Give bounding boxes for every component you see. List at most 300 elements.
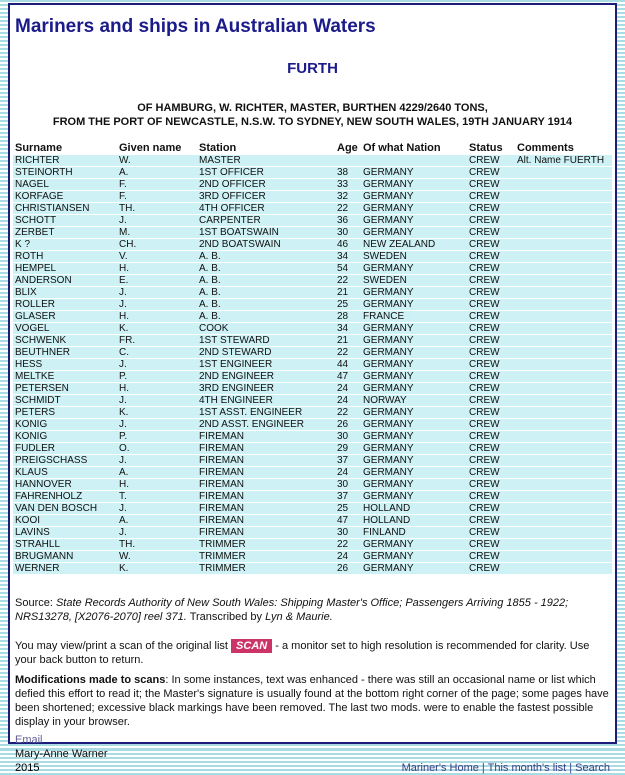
table-cell: CREW	[467, 203, 515, 214]
table-cell: 22	[335, 539, 361, 550]
table-cell	[515, 503, 612, 514]
table-cell: 30	[335, 431, 361, 442]
table-cell: FAHRENHOLZ	[13, 491, 117, 502]
table-cell	[515, 467, 612, 478]
table-cell	[515, 359, 612, 370]
table-cell: SWEDEN	[361, 275, 467, 286]
table-row	[13, 239, 612, 250]
table-cell: GERMANY	[361, 263, 467, 274]
table-cell: J.	[117, 299, 197, 310]
table-cell: MASTER	[197, 155, 335, 166]
column-header: Given name	[119, 142, 182, 154]
table-cell: O.	[117, 443, 197, 454]
table-cell: CREW	[467, 491, 515, 502]
table-cell: KORFAGE	[13, 191, 117, 202]
table-cell: 30	[335, 227, 361, 238]
voyage-line-2: FROM THE PORT OF NEWCASTLE, N.S.W. TO SYDNEY, NEW SOUTH WALES, 19TH JANUARY 1914	[52, 116, 573, 128]
table-cell: CREW	[467, 395, 515, 406]
source-citation-italic: State Records Authority of New South Wales: Shipping Master's Office; Passengers Arriving 1855 - 1922; NRS13278, [X2076-2070] reel 371.	[15, 597, 569, 623]
table-cell: ROLLER	[13, 299, 117, 310]
table-cell: GERMANY	[361, 563, 467, 574]
column-header: Comments	[517, 142, 574, 154]
table-cell: BRUGMANN	[13, 551, 117, 562]
table-cell: GERMANY	[361, 359, 467, 370]
table-cell	[515, 443, 612, 454]
table-cell: 24	[335, 467, 361, 478]
transcribed-prefix: Transcribed by	[186, 611, 266, 623]
table-cell: WERNER	[13, 563, 117, 574]
table-cell: FIREMAN	[197, 443, 335, 454]
table-cell: 24	[335, 395, 361, 406]
nav-link-this-month-s-list[interactable]: This month's list	[487, 762, 567, 774]
table-cell: GERMANY	[361, 443, 467, 454]
table-cell	[515, 563, 612, 574]
nav-link-search[interactable]: Search	[575, 762, 610, 774]
email-link[interactable]: Email	[15, 734, 43, 746]
table-row	[13, 347, 612, 358]
table-row	[13, 167, 612, 178]
table-cell: HANNOVER	[13, 479, 117, 490]
table-cell	[515, 299, 612, 310]
table-row	[13, 227, 612, 238]
table-cell: CREW	[467, 455, 515, 466]
table-cell: A. B.	[197, 251, 335, 262]
table-cell: 1ST ASST. ENGINEER	[197, 407, 335, 418]
table-row	[13, 251, 612, 262]
table-cell: TRIMMER	[197, 551, 335, 562]
table-cell: 30	[335, 479, 361, 490]
table-row	[13, 455, 612, 466]
table-cell: HOLLAND	[361, 515, 467, 526]
table-cell: F.	[117, 191, 197, 202]
table-cell: GERMANY	[361, 299, 467, 310]
table-cell: TRIMMER	[197, 563, 335, 574]
nav-separator: |	[478, 762, 488, 774]
table-cell: J.	[117, 287, 197, 298]
table-cell: VAN DEN BOSCH	[13, 503, 117, 514]
table-cell: STEINORTH	[13, 167, 117, 178]
table-cell: A. B.	[197, 311, 335, 322]
scan-text-before: You may view/print a scan of the original list	[15, 640, 232, 652]
bottom-row	[15, 761, 610, 775]
crew-table-header-row	[13, 142, 612, 154]
table-cell: H.	[117, 311, 197, 322]
table-cell: ROTH	[13, 251, 117, 262]
table-cell: 36	[335, 215, 361, 226]
table-cell: FIREMAN	[197, 431, 335, 442]
table-row	[13, 527, 612, 538]
table-cell: FIREMAN	[197, 455, 335, 466]
table-cell: 32	[335, 191, 361, 202]
table-cell: 21	[335, 335, 361, 346]
modifications-paragraph	[15, 673, 610, 729]
table-row	[13, 203, 612, 214]
table-cell: H.	[117, 383, 197, 394]
table-cell: CREW	[467, 263, 515, 274]
table-cell: GERMANY	[361, 467, 467, 478]
table-cell: FIREMAN	[197, 491, 335, 502]
table-cell: CREW	[467, 299, 515, 310]
table-cell: CREW	[467, 551, 515, 562]
table-cell: CREW	[467, 275, 515, 286]
table-cell: CREW	[467, 179, 515, 190]
table-row	[13, 383, 612, 394]
table-cell: GERMANY	[361, 491, 467, 502]
column-header: Station	[199, 142, 237, 154]
table-cell: 22	[335, 203, 361, 214]
table-cell: CREW	[467, 515, 515, 526]
table-cell: 30	[335, 527, 361, 538]
table-row	[13, 215, 612, 226]
table-cell: A.	[117, 167, 197, 178]
table-cell: J.	[117, 359, 197, 370]
table-cell: K.	[117, 323, 197, 334]
table-cell	[515, 383, 612, 394]
table-cell: RICHTER	[13, 155, 117, 166]
table-cell: KOOI	[13, 515, 117, 526]
table-cell: GERMANY	[361, 371, 467, 382]
table-cell: TH.	[117, 203, 197, 214]
table-cell: NAGEL	[13, 179, 117, 190]
table-cell: VOGEL	[13, 323, 117, 334]
table-cell: J.	[117, 527, 197, 538]
table-cell: 1ST ENGINEER	[197, 359, 335, 370]
table-cell	[515, 455, 612, 466]
table-cell: CREW	[467, 347, 515, 358]
table-cell	[515, 215, 612, 226]
table-cell: CREW	[467, 419, 515, 430]
table-cell: J.	[117, 395, 197, 406]
table-cell: CREW	[467, 335, 515, 346]
table-cell	[515, 419, 612, 430]
table-cell: P.	[117, 371, 197, 382]
table-cell: 22	[335, 347, 361, 358]
table-cell: CREW	[467, 431, 515, 442]
table-cell: J.	[117, 503, 197, 514]
column-header: Of what Nation	[363, 142, 441, 154]
table-cell: 1ST BOATSWAIN	[197, 227, 335, 238]
modifications-lead: Modifications made to scans	[15, 674, 166, 686]
table-cell: CH.	[117, 239, 197, 250]
table-cell: 37	[335, 455, 361, 466]
table-cell: 3RD OFFICER	[197, 191, 335, 202]
table-cell: CREW	[467, 287, 515, 298]
table-cell: T.	[117, 491, 197, 502]
table-cell: PETERSEN	[13, 383, 117, 394]
table-cell: 34	[335, 323, 361, 334]
table-row	[13, 503, 612, 514]
table-row	[13, 443, 612, 454]
table-cell: FIREMAN	[197, 515, 335, 526]
table-cell: KONIG	[13, 419, 117, 430]
table-cell: 29	[335, 443, 361, 454]
table-cell: 24	[335, 551, 361, 562]
scan-paragraph	[15, 639, 610, 667]
table-cell: MELTKE	[13, 371, 117, 382]
table-cell: CREW	[467, 227, 515, 238]
content-frame	[8, 3, 617, 774]
table-cell: FRANCE	[361, 311, 467, 322]
table-cell: V.	[117, 251, 197, 262]
table-row	[13, 395, 612, 406]
column-header: Status	[469, 142, 503, 154]
nav-separator: |	[566, 762, 576, 774]
table-cell: 47	[335, 515, 361, 526]
page-title: Mariners and ships in Australian Waters	[15, 16, 376, 37]
table-cell: KONIG	[13, 431, 117, 442]
table-cell	[515, 191, 612, 202]
table-cell	[515, 323, 612, 334]
table-cell: GERMANY	[361, 323, 467, 334]
table-cell: K ?	[13, 239, 117, 250]
table-cell: KLAUS	[13, 467, 117, 478]
table-cell: F.	[117, 179, 197, 190]
table-row	[13, 479, 612, 490]
table-cell: 24	[335, 383, 361, 394]
footer-nav-links	[402, 761, 610, 775]
table-cell: ZERBET	[13, 227, 117, 238]
table-cell: GLASER	[13, 311, 117, 322]
table-cell: GERMANY	[361, 539, 467, 550]
table-cell	[515, 335, 612, 346]
table-cell: GERMANY	[361, 191, 467, 202]
table-cell: J.	[117, 455, 197, 466]
nav-link-mariner-s-home[interactable]: Mariner's Home	[401, 762, 479, 774]
table-cell: H.	[117, 479, 197, 490]
footer-block	[15, 733, 610, 761]
table-cell: 21	[335, 287, 361, 298]
voyage-line-1: OF HAMBURG, W. RICHTER, MASTER, BURTHEN 4229/2640 TONS,	[137, 102, 488, 114]
table-cell: C.	[117, 347, 197, 358]
table-row	[13, 287, 612, 298]
table-cell: M.	[117, 227, 197, 238]
table-cell: 44	[335, 359, 361, 370]
table-cell: 26	[335, 419, 361, 430]
table-cell: TH.	[117, 539, 197, 550]
table-cell: ANDERSON	[13, 275, 117, 286]
table-cell	[515, 287, 612, 298]
table-cell: 26	[335, 563, 361, 574]
table-cell: CREW	[467, 383, 515, 394]
table-cell	[515, 539, 612, 550]
table-cell: GERMANY	[361, 227, 467, 238]
table-cell: GERMANY	[361, 407, 467, 418]
table-cell: CREW	[467, 467, 515, 478]
table-cell: BEUTHNER	[13, 347, 117, 358]
table-cell: FIREMAN	[197, 503, 335, 514]
table-cell	[515, 407, 612, 418]
table-cell: LAVINS	[13, 527, 117, 538]
table-cell: CARPENTER	[197, 215, 335, 226]
table-cell: SWEDEN	[361, 251, 467, 262]
table-cell	[515, 203, 612, 214]
table-cell: CREW	[467, 311, 515, 322]
table-cell	[515, 347, 612, 358]
table-row	[13, 419, 612, 430]
table-cell	[515, 371, 612, 382]
table-cell: GERMANY	[361, 419, 467, 430]
table-cell: A. B.	[197, 263, 335, 274]
table-cell: 1ST STEWARD	[197, 335, 335, 346]
table-row	[13, 359, 612, 370]
table-cell: CREW	[467, 527, 515, 538]
table-cell: GERMANY	[361, 479, 467, 490]
table-cell	[515, 251, 612, 262]
source-citation	[15, 596, 610, 624]
table-cell	[515, 515, 612, 526]
table-cell: SCHWENK	[13, 335, 117, 346]
source-prefix: Source:	[15, 597, 56, 609]
table-cell: K.	[117, 563, 197, 574]
table-cell: CREW	[467, 215, 515, 226]
table-cell: FINLAND	[361, 527, 467, 538]
table-row	[13, 515, 612, 526]
voyage-description	[13, 101, 612, 129]
table-cell: SCHOTT	[13, 215, 117, 226]
table-cell: CREW	[467, 563, 515, 574]
table-cell: GERMANY	[361, 203, 467, 214]
table-cell: GERMANY	[361, 215, 467, 226]
table-cell: COOK	[197, 323, 335, 334]
footer-year: 2015	[15, 762, 40, 774]
table-cell: HEMPEL	[13, 263, 117, 274]
transcriber-names: Lyn & Maurie.	[265, 611, 333, 623]
table-cell: 2ND BOATSWAIN	[197, 239, 335, 250]
table-cell: PREIGSCHASS	[13, 455, 117, 466]
table-cell: FIREMAN	[197, 467, 335, 478]
table-cell: 4TH ENGINEER	[197, 395, 335, 406]
table-cell: CREW	[467, 251, 515, 262]
table-cell	[515, 491, 612, 502]
table-cell: GERMANY	[361, 179, 467, 190]
author-name: Mary-Anne Warner	[15, 748, 108, 760]
table-cell: P.	[117, 431, 197, 442]
table-cell: CREW	[467, 239, 515, 250]
table-cell: 28	[335, 311, 361, 322]
table-row	[13, 179, 612, 190]
table-cell: A. B.	[197, 299, 335, 310]
table-cell: 37	[335, 491, 361, 502]
table-row	[13, 491, 612, 502]
table-cell: CREW	[467, 443, 515, 454]
column-header: Surname	[15, 142, 63, 154]
table-cell: A.	[117, 515, 197, 526]
table-cell: J.	[117, 215, 197, 226]
table-cell: GERMANY	[361, 167, 467, 178]
table-cell	[515, 431, 612, 442]
table-cell	[515, 179, 612, 190]
table-cell: 46	[335, 239, 361, 250]
table-cell: K.	[117, 407, 197, 418]
table-cell: GERMANY	[361, 455, 467, 466]
table-row	[13, 467, 612, 478]
table-row	[13, 551, 612, 562]
table-row	[13, 311, 612, 322]
ship-name-heading: FURTH	[287, 60, 338, 77]
table-cell: 38	[335, 167, 361, 178]
table-row	[13, 407, 612, 418]
table-cell: 33	[335, 179, 361, 190]
table-row	[13, 155, 612, 166]
crew-table-body	[13, 155, 612, 574]
table-cell: 1ST OFFICER	[197, 167, 335, 178]
table-cell: PETERS	[13, 407, 117, 418]
table-cell: 2ND STEWARD	[197, 347, 335, 358]
table-cell: CREW	[467, 191, 515, 202]
table-cell: NEW ZEALAND	[361, 239, 467, 250]
table-cell: 2ND OFFICER	[197, 179, 335, 190]
table-cell: 3RD ENGINEER	[197, 383, 335, 394]
table-cell: STRAHLL	[13, 539, 117, 550]
table-cell	[515, 167, 612, 178]
table-row	[13, 563, 612, 574]
column-header: Age	[337, 142, 358, 154]
table-row	[13, 539, 612, 550]
table-cell	[515, 227, 612, 238]
table-cell	[515, 311, 612, 322]
table-cell	[515, 263, 612, 274]
scan-button[interactable]: SCAN	[231, 639, 272, 653]
table-cell: FR.	[117, 335, 197, 346]
table-cell: 22	[335, 407, 361, 418]
table-cell	[515, 527, 612, 538]
table-cell: H.	[117, 263, 197, 274]
table-cell: BLIX	[13, 287, 117, 298]
table-cell: CREW	[467, 155, 515, 166]
table-cell: W.	[117, 551, 197, 562]
modifications-text: : In some instances, text was enhanced - there was still an occasional name or list which defied this effort to read it; the Master's signature is usually found at the bottom right corner of the page; some pages have been shortened; excessive black markings have been removed. The last two mods. were to enable the fastest possible display in your browser.	[15, 674, 609, 728]
table-cell	[515, 551, 612, 562]
crew-table	[13, 141, 612, 575]
table-cell: J.	[117, 419, 197, 430]
table-cell: Alt. Name FUERTH	[515, 155, 612, 166]
table-cell: A. B.	[197, 275, 335, 286]
table-cell: 4TH OFFICER	[197, 203, 335, 214]
table-cell: CREW	[467, 479, 515, 490]
table-cell: 25	[335, 503, 361, 514]
table-cell	[361, 155, 467, 166]
table-cell: CHRISTIANSEN	[13, 203, 117, 214]
table-cell	[515, 239, 612, 250]
table-cell: 2ND ASST. ENGINEER	[197, 419, 335, 430]
table-cell: 25	[335, 299, 361, 310]
table-cell: SCHMIDT	[13, 395, 117, 406]
table-row	[13, 323, 612, 334]
table-cell: GERMANY	[361, 347, 467, 358]
table-cell: 54	[335, 263, 361, 274]
table-row	[13, 431, 612, 442]
table-cell: A. B.	[197, 287, 335, 298]
table-cell: E.	[117, 275, 197, 286]
scan-text-after: - a monitor set to high resolution is recommended for clarity. Use your back button to return.	[15, 640, 590, 666]
table-cell: GERMANY	[361, 287, 467, 298]
table-cell: GERMANY	[361, 383, 467, 394]
table-cell: TRIMMER	[197, 539, 335, 550]
table-cell: W.	[117, 155, 197, 166]
table-cell: CREW	[467, 167, 515, 178]
table-row	[13, 371, 612, 382]
table-cell	[335, 155, 361, 166]
table-cell: 2ND ENGINEER	[197, 371, 335, 382]
table-cell: CREW	[467, 407, 515, 418]
table-cell: FIREMAN	[197, 479, 335, 490]
table-cell: HESS	[13, 359, 117, 370]
table-row	[13, 335, 612, 346]
table-cell: 47	[335, 371, 361, 382]
table-cell: NORWAY	[361, 395, 467, 406]
table-cell: CREW	[467, 359, 515, 370]
table-cell: GERMANY	[361, 431, 467, 442]
